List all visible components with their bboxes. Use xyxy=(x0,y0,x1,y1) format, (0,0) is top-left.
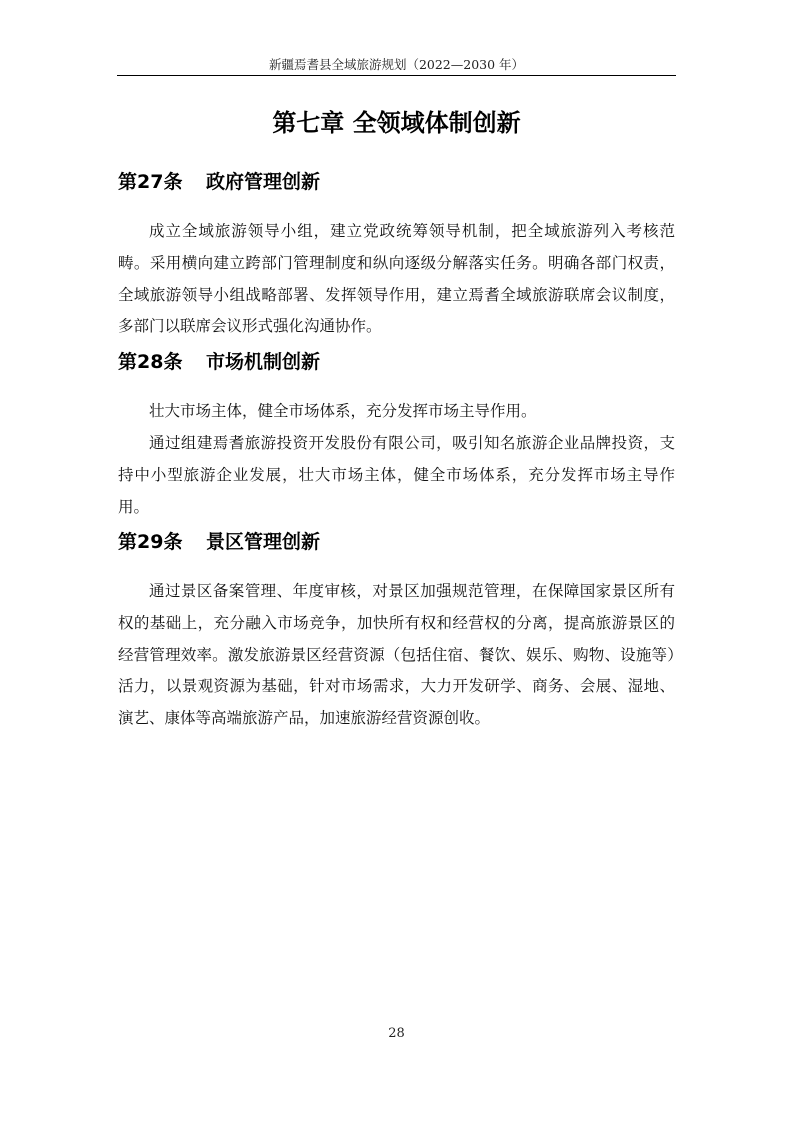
section-28-paragraph-1: 壮大市场主体，健全市场体系，充分发挥市场主导作用。 xyxy=(149,402,537,420)
section-number: 第28条 xyxy=(118,351,183,373)
section-29-paragraph-1: 通过景区备案管理、年度审核，对景区加强规范管理，在保障国家景区所有权的基础上，充分融入市场竞争，加快所有权和经营权的分离，提高旅游景区的经营管理效率。激发旅游景区经营资源（包括住宿、餐饮、娱乐、购物、设施等）活力，以景观资源为基础，针对市场需求，大力开发研学、商务、会展、湿地、演艺、康体等高端旅游产品，加速旅游经营资源创收。 xyxy=(118,582,675,728)
section-27-paragraph-1: 成立全域旅游领导小组，建立党政统筹领导机制，把全域旅游列入考核范畴。采用横向建立跨部门管理制度和纵向逐级分解落实任务。明确各部门权责，全域旅游领导小组战略部署、发挥领导作用，建立焉耆全域旅游联席会议制度，多部门以联席会议形式强化沟通协作。 xyxy=(118,222,675,336)
section-title: 政府管理创新 xyxy=(206,171,321,193)
section-heading-27 xyxy=(118,168,320,196)
section-title: 景区管理创新 xyxy=(206,531,321,553)
page-number: 28 xyxy=(388,1026,405,1041)
chapter-title: 第七章 全领域体制创新 xyxy=(272,109,521,137)
section-number: 第29条 xyxy=(118,531,183,553)
section-title: 市场机制创新 xyxy=(206,351,321,373)
section-28-paragraph-2: 通过组建焉耆旅游投资开发股份有限公司，吸引知名旅游企业品牌投资，支持中小型旅游企业发展，壮大市场主体，健全市场体系，充分发挥市场主导作用。 xyxy=(118,434,675,516)
section-heading-29 xyxy=(118,528,320,556)
section-number: 第27条 xyxy=(118,171,183,193)
header-divider xyxy=(117,75,676,76)
running-header: 新疆焉耆县全域旅游规划（2022—2030 年） xyxy=(268,57,525,72)
section-heading-28 xyxy=(118,348,320,376)
